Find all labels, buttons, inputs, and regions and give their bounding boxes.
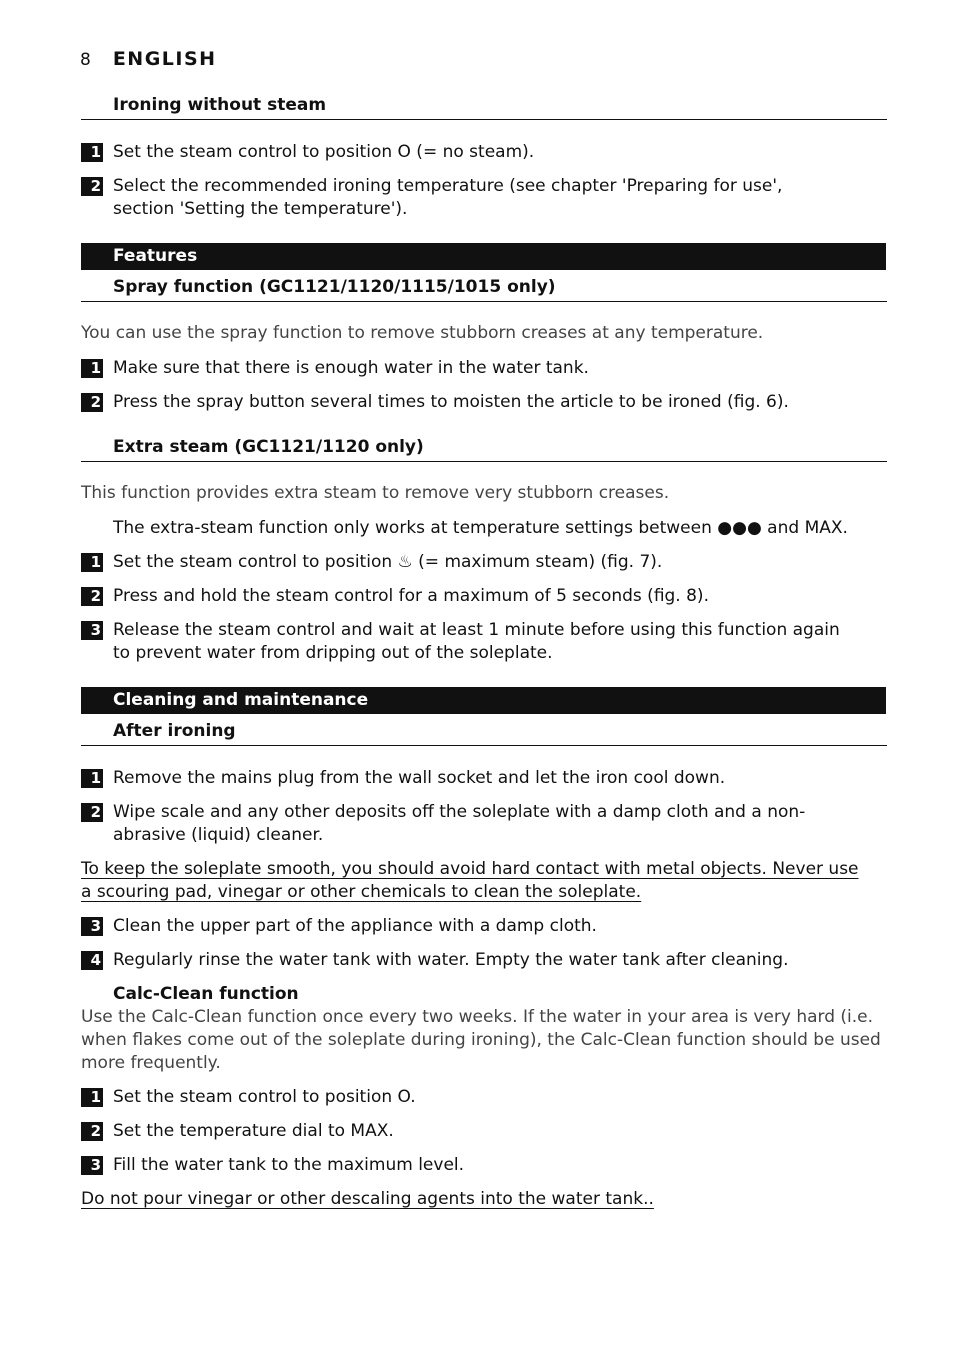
step-number: 3 xyxy=(81,621,103,640)
step xyxy=(81,175,841,221)
descaling-warning xyxy=(81,1188,871,1211)
step xyxy=(81,767,881,790)
step-number: 1 xyxy=(81,143,103,162)
page-number: 8 xyxy=(80,50,91,70)
step xyxy=(81,1154,881,1177)
step xyxy=(81,141,881,164)
step-text: Fill the water tank to the maximum level. xyxy=(113,1155,465,1175)
warning-text: Do not pour vinegar or other descaling agents into the water tank.. xyxy=(81,1189,654,1209)
step xyxy=(81,949,881,972)
section-ironing-without-steam-title: Ironing without steam xyxy=(81,94,887,120)
step xyxy=(81,391,881,414)
step-number: 2 xyxy=(81,393,103,412)
step xyxy=(81,357,881,380)
warning-text: To keep the soleplate smooth, you should avoid hard contact with metal objects. Never use a scouring pad, vinegar or other chemicals to clean the soleplate. xyxy=(81,859,859,902)
extra-steam-title: Extra steam (GC1121/1120 only) xyxy=(81,436,887,462)
step-text: Press the spray button several times to moisten the article to be ironed (fig. 6). xyxy=(113,392,789,412)
spray-function-title: Spray function (GC1121/1120/1115/1015 only) xyxy=(81,276,887,302)
soleplate-warning xyxy=(81,858,871,904)
step-text: Clean the upper part of the appliance with a damp cloth. xyxy=(113,916,597,936)
step-number: 2 xyxy=(81,1122,103,1141)
extra-steam-note: The extra-steam function only works at temperature settings between ●●● and MAX. xyxy=(113,518,848,538)
extra-steam-intro: This function provides extra steam to remove very stubborn creases. xyxy=(81,483,670,503)
step-text: Remove the mains plug from the wall socket and let the iron cool down. xyxy=(113,768,726,788)
step-number: 4 xyxy=(81,951,103,970)
language-label: ENGLISH xyxy=(112,48,217,70)
calc-clean-title: Calc-Clean function xyxy=(113,984,299,1004)
section-features-title: Features xyxy=(81,243,886,270)
step-number: 1 xyxy=(81,553,103,572)
step xyxy=(81,551,881,574)
step-number: 1 xyxy=(81,359,103,378)
step-number: 3 xyxy=(81,917,103,936)
step-number: 2 xyxy=(81,177,103,196)
step xyxy=(81,1120,881,1143)
step-text: Make sure that there is enough water in the water tank. xyxy=(113,358,589,378)
after-ironing-title: After ironing xyxy=(81,720,887,746)
step-text: Set the temperature dial to MAX. xyxy=(113,1121,394,1141)
step-number: 1 xyxy=(81,1088,103,1107)
step-text: Set the steam control to position O. xyxy=(113,1087,416,1107)
step xyxy=(81,801,871,847)
page-header xyxy=(80,48,217,70)
step xyxy=(81,619,851,665)
step-text: Regularly rinse the water tank with water. Empty the water tank after cleaning. xyxy=(113,950,789,970)
step-text: Wipe scale and any other deposits off the soleplate with a damp cloth and a non-abrasive (liquid) cleaner. xyxy=(113,802,806,845)
step-number: 1 xyxy=(81,769,103,788)
section-cleaning-title: Cleaning and maintenance xyxy=(81,687,886,714)
step xyxy=(81,915,881,938)
step-number: 2 xyxy=(81,803,103,822)
step xyxy=(81,1086,881,1109)
step-text: Release the steam control and wait at least 1 minute before using this function again to prevent water from dripping out of the soleplate. xyxy=(113,620,840,663)
step-text: Set the steam control to position O (= no steam). xyxy=(113,142,535,162)
step xyxy=(81,585,881,608)
spray-intro: You can use the spray function to remove stubborn creases at any temperature. xyxy=(81,323,764,343)
step-number: 3 xyxy=(81,1156,103,1175)
step-text: Press and hold the steam control for a maximum of 5 seconds (fig. 8). xyxy=(113,586,709,606)
step-number: 2 xyxy=(81,587,103,606)
step-text: Set the steam control to position ♨ (= maximum steam) (fig. 7). xyxy=(113,552,663,572)
step-text: Select the recommended ironing temperature (see chapter 'Preparing for use', section 'Setting the temperature'). xyxy=(113,176,783,219)
calc-clean-intro: Use the Calc-Clean function once every two weeks. If the water in your area is very hard (i.e. when flakes come out of the soleplate during ironing), the Calc-Clean function should be used more frequently. xyxy=(81,1007,881,1073)
